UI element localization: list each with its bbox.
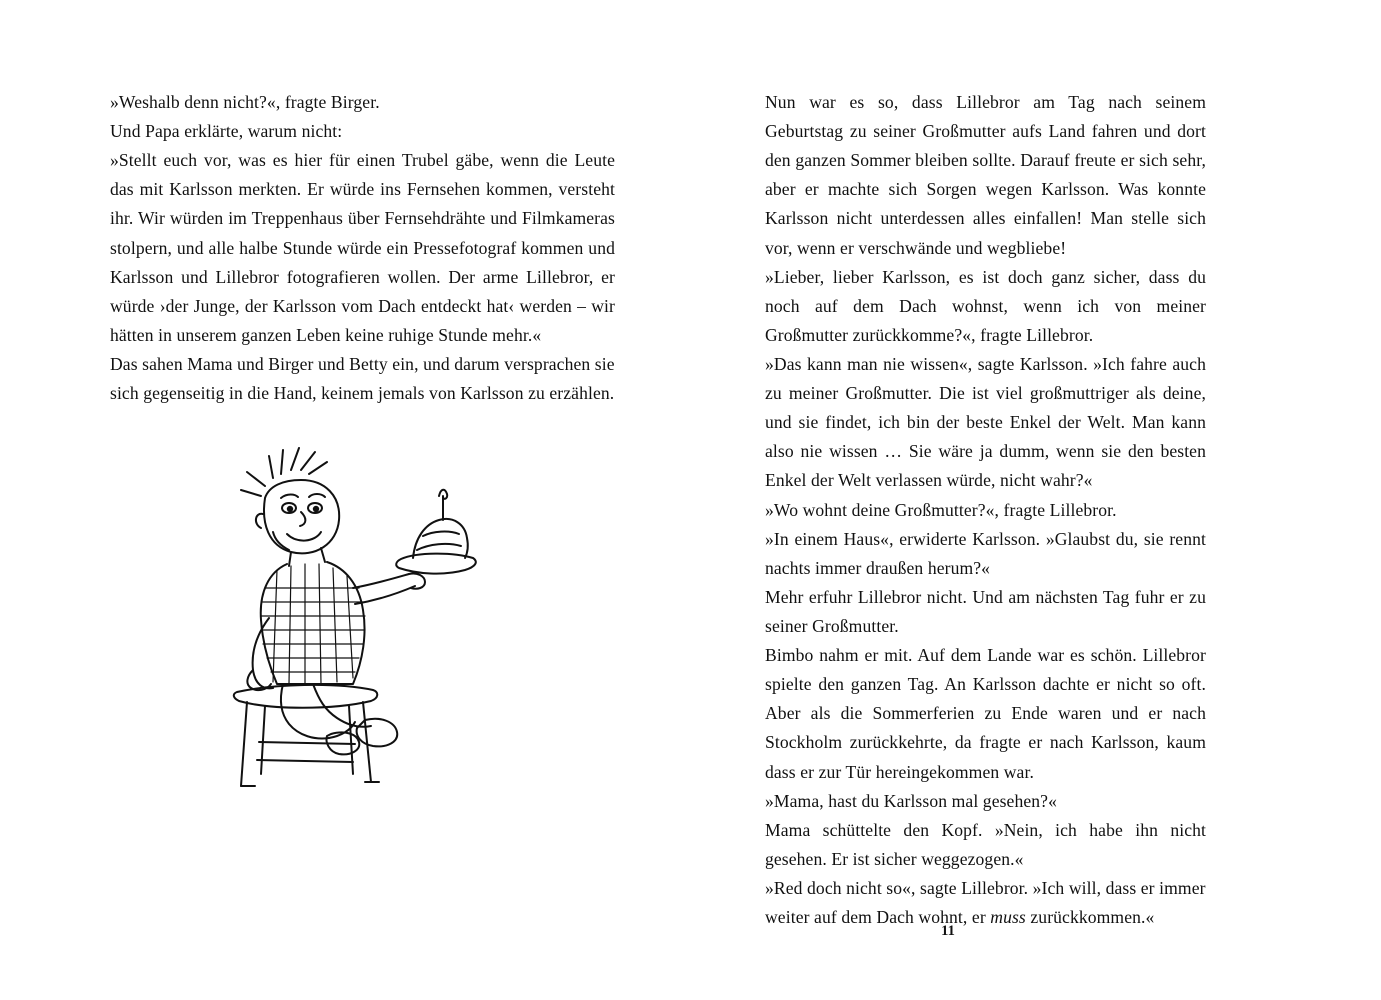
page-number: 11 (941, 923, 955, 939)
paragraph: »Stellt euch vor, was es hier für einen Trubel gäbe, wenn die Leute das mit Karlsson merkten. Er würde ins Fernsehen kommen, versteht ihr. Wir würden im Treppenhaus über Fernsehdrähte und Filmkameras stolpern, und alle halbe Stunde würde ein Pressefotograf kommen und Karlsson und Lillebror fotografieren wollen. Der arme Lillebror, er würde ›der Junge, der Karlsson vom Dach entdeckt hat‹ werden – wir hätten in unserem ganzen Leben keine ruhige Stunde mehr.« (110, 150, 615, 345)
right-page-text (765, 88, 1206, 932)
paragraph-text-end: zurückkommen.« (1025, 907, 1155, 928)
left-page-text (110, 88, 615, 408)
paragraph: Mama schüttelte den Kopf. »Nein, ich habe ihn nicht gesehen. Er ist sicher weggezogen.« (765, 819, 1206, 869)
karlsson-on-stool-with-cake-illustration (203, 438, 523, 808)
paragraph: »Wo wohnt deine Großmutter?«, fragte Lillebror. (765, 499, 1117, 520)
paragraph: »Mama, hast du Karlsson mal gesehen?« (765, 790, 1057, 811)
left-page (0, 0, 690, 1000)
paragraph: Und Papa erklärte, warum nicht: (110, 121, 343, 142)
illustration-container (110, 438, 615, 808)
paragraph: Nun war es so, dass Lillebror am Tag nach seinem Geburtstag zu seiner Großmutter aufs Land fahren und dort den ganzen Sommer bleiben sollte. Darauf freute er sich sehr, aber er machte sich Sorgen wegen Karlsson. Was konnte Karlsson nicht unterdessen alles einfallen! Man stelle sich vor, wenn er verschwände und wegbliebe! (765, 92, 1206, 258)
paragraph: Mehr erfuhr Lillebror nicht. Und am nächsten Tag fuhr er zu seiner Großmutter. (765, 586, 1206, 636)
paragraph: »Weshalb denn nicht?«, fragte Birger. (110, 92, 380, 112)
right-page (690, 0, 1381, 1000)
paragraph: »In einem Haus«, erwiderte Karlsson. »Glaubst du, sie rennt nachts immer draußen herum?« (765, 528, 1206, 578)
paragraph: Bimbo nahm er mit. Auf dem Lande war es schön. Lillebror spielte den ganzen Tag. An Karlsson dachte er nicht so oft. Aber als die Sommerferien zu Ende waren und er nach Stockholm zurückkehrte, da fragte er nach Karlsson, kaum dass er zur Tür hereingekommen war. (765, 645, 1206, 782)
paragraph: »Lieber, lieber Karlsson, es ist doch ganz sicher, dass du noch auf dem Dach wohnst, wenn ich von meiner Großmutter zurückkomme?«, fragte Lillebror. (765, 266, 1206, 345)
paragraph: Das sahen Mama und Birger und Betty ein, und darum versprachen sie sich gegenseitig in die Hand, keinem jemals von Karlsson zu erzählen. (110, 353, 615, 404)
emphasized-word: muss (990, 907, 1026, 928)
paragraph: »Das kann man nie wissen«, sagte Karlsson. »Ich fahre auch zu meiner Großmutter. Die ist viel großmuttriger als deine, und sie findet, ich bin der beste Enkel der Welt. Man kann also nie wissen … Sie wäre ja dumm, wenn sie den besten Enkel der Welt verlassen würde, nicht wahr?« (765, 353, 1206, 491)
paragraph-text-start: »Red doch nicht so«, sagte Lillebror. »Ich will, dass er immer weiter auf dem Dach wohnt, er (765, 877, 1206, 928)
